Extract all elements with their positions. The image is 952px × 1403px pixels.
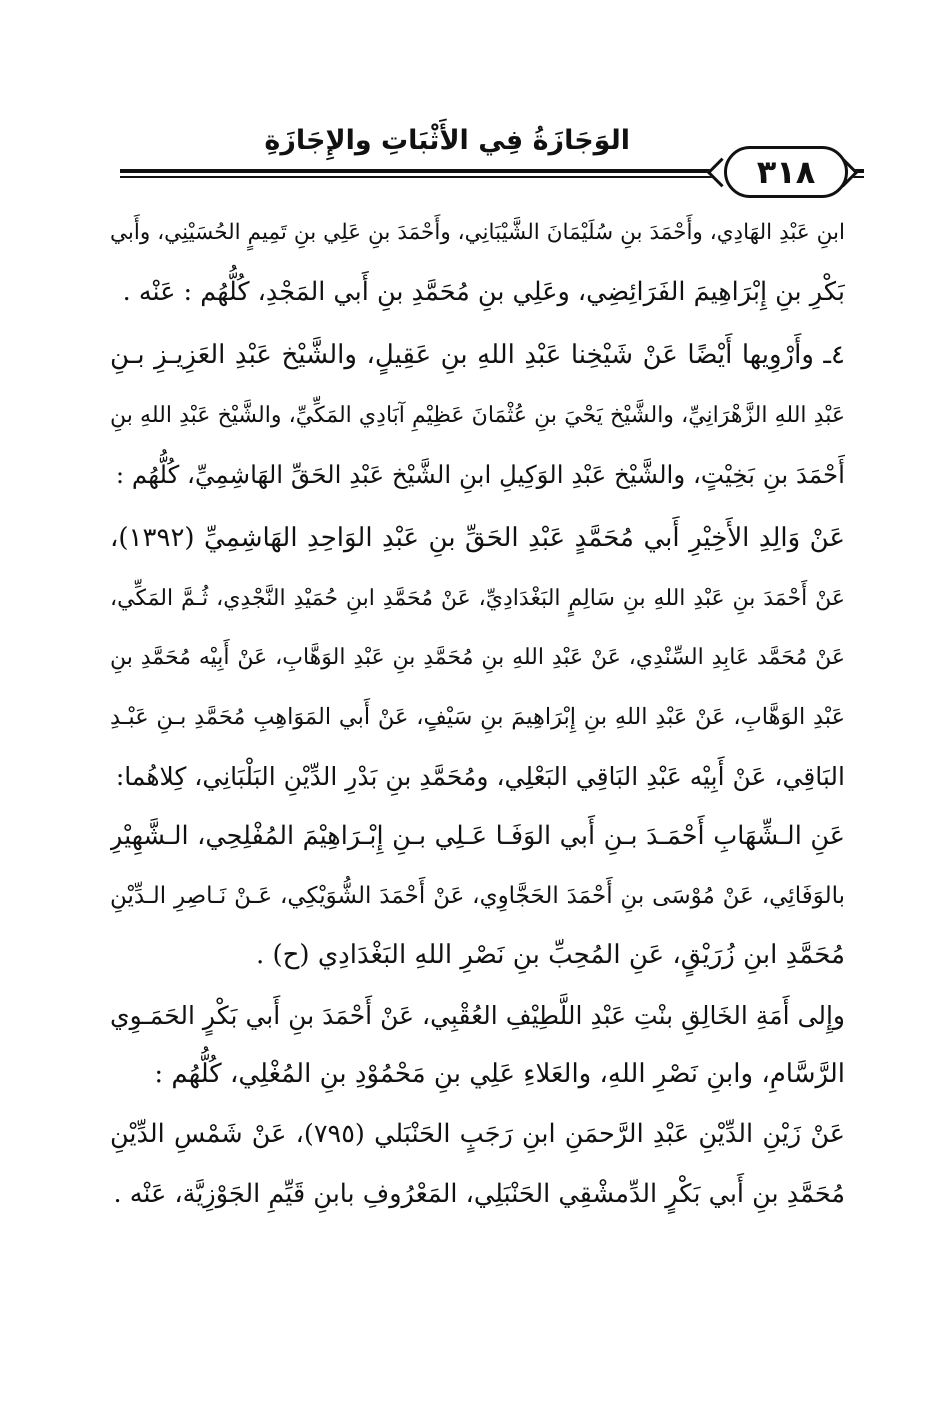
text-line: عَنْ زَيْنِ الدِّيْنِ عَبْدِ الرَّحمَنِ ابنِ رَجَبٍ الحَنْبَلي (٧٩٥)، عَنْ شَمْسِ الدِّيْنِ	[110, 1118, 845, 1149]
text-line: عَبْدِ اللهِ الزَّهْرَانِيِّ، والشَّيْخ يَحْيَ بنِ عُثْمَانَ عَظِيْمِ آبَادِي المَكِّيِّ، والشَّيْخ عَبْدِ اللهِ بنِ	[110, 402, 845, 428]
text-line: بَكْرِ بنِ إِبْرَاهِيمَ الفَرَائِضِي، وعَلِي بنِ مُحَمَّدِ بنِ أَبي المَجْدِ، كُلُّهُم : عَنْه .	[122, 276, 845, 307]
page-number: ٣١٨	[724, 146, 848, 198]
text-line: عَنْ أَحْمَدَ بنِ عَبْدِ اللهِ بنِ سَالِمٍ البَغْدَادِيِّ، عَنْ مُحَمَّدِ ابنِ حُمَيْدِ النَّجْدِي، ثُـمَّ المَكِّي،	[110, 585, 845, 611]
text-line: عَنْ وَالِدِ الأَخِيْرِ أَبي مُحَمَّدٍ عَبْدِ الحَقِّ بنِ عَبْدِ الوَاحِدِ الهَاشِمِيِّ (١٣٩٢)،	[110, 522, 845, 553]
text-line: مُحَمَّدِ ابنِ زُرَيْقٍ، عَنِ المُحِبِّ بنِ نَصْرِ اللهِ البَغْدَادِي (ح) .	[255, 940, 845, 971]
text-line: ٤ـ وأَرْوِيها أَيْضًا عَنْ شَيْخِنا عَبْدِ اللهِ بنِ عَقِيلٍ، والشَّيْخ عَبْدِ العَزِيـزِ بـنِ	[110, 340, 845, 371]
text-line: وإِلى أَمَةِ الخَالِقِ بنْتِ عَبْدِ اللَّطِيْفِ العُقْبِي، عَنْ أَحْمَدَ بنِ أَبي بَكْرٍ الحَمَـوِي	[110, 1000, 845, 1030]
text-line: البَاقِي، عَنْ أَبِيْه عَبْدِ البَاقِي البَعْلِي، ومُحَمَّدِ بنِ بَدْرِ الدِّيْنِ البَلْبَانِي، كِلاهُما:	[115, 762, 845, 792]
text-line: مُحَمَّدِ بنِ أَبي بَكْرٍ الدِّمشْقِي الحَنْبَلِي، المَعْرُوفِ بابنِ قَيِّمِ الجَوْزِيَّة، عَنْه .	[113, 1178, 845, 1209]
text-line: الرَّسَّامِ، وابنِ نَصْرِ اللهِ، والعَلاءِ عَلِي بنِ مَحْمُوْدِ بنِ المُغْلِي، كُلُّهُم :	[154, 1059, 845, 1090]
running-title: الوَجَازَةُ فِي الأَثْبَاتِ والإِجَازَةِ	[264, 125, 630, 156]
text-line: أَحْمَدَ بنِ بَخِيْتٍ، والشَّيْخ عَبْدِ الوَكِيلِ ابنِ الشَّيْخ عَبْدِ الحَقِّ الهَاشِمِيِّ، كُلُّهُم :	[115, 460, 845, 490]
text-line: بالوَفَائِي، عَنْ مُوْسَى بنِ أَحْمَدَ الحَجَّاوِي، عَنْ أَحْمَدَ الشُّوَيْكِي، عَـنْ نَـاصِرِ الـدِّيْنِ	[110, 882, 845, 909]
text-line: عَبْدِ الوَهَّابِ، عَنْ عَبْدِ اللهِ بنِ إِبْرَاهِيمَ بنِ سَيْفٍ، عَنْ أَبي المَوَاهِبِ مُحَمَّدِ بـنِ عَبْـدِ	[110, 703, 845, 730]
text-line: عَنِ الـشِّهَابِ أَحْمَـدَ بـنِ أَبي الوَفَـا عَـلِي بـنِ إِبْـرَاهِيْمَ المُفْلِحِي، الـشَّهِيْرِ	[110, 820, 845, 851]
text-line: عَنْ مُحَمَّد عَابِدِ السِّنْدِي، عَنْ عَبْدِ اللهِ بنِ مُحَمَّدِ بنِ عَبْدِ الوَهَّابِ، عَنْ أَبِيْه مُحَمَّدِ بنِ	[110, 645, 845, 671]
body-text	[110, 203, 845, 1224]
text-line: ابنِ عَبْدِ الهَادِي، وأَحْمَدَ بنِ سُلَيْمَانَ الشَّيْبَانِي، وأَحْمَدَ بنِ عَلِي بنِ تَمِيمٍ الحُسَيْنِي، وأَبي	[110, 220, 845, 245]
